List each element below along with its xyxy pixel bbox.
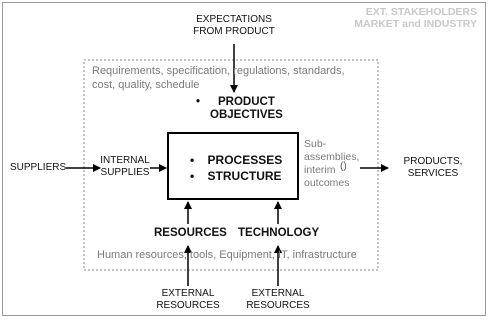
processes-label: PROCESSES (207, 153, 283, 167)
product-objectives-line2: OBJECTIVES (210, 109, 283, 121)
ext-resources-right-label (240, 288, 316, 312)
products-label (398, 156, 468, 180)
structure-bullet: • (190, 169, 195, 183)
product-objectives-line1: PRODUCT (217, 96, 275, 108)
requirements-text (92, 64, 345, 92)
outcomes-line2: assemblies, (304, 151, 360, 163)
products-line2: SERVICES (407, 168, 459, 179)
outcomes-line1: Sub- (304, 138, 327, 150)
ext-resources-left-line1: EXTERNAL (161, 288, 215, 299)
stakeholders-label (345, 6, 477, 30)
core-items (190, 152, 282, 184)
technology-label: TECHNOLOGY (238, 227, 320, 239)
internal-supplies-line1: INTERNAL (100, 155, 150, 166)
resources-label: RESOURCES (154, 227, 227, 239)
outcomes-mark: () (340, 161, 347, 172)
outcomes-text (304, 138, 359, 190)
outcomes-line3: interim (304, 164, 336, 176)
suppliers-label: SUPPLIERS (10, 162, 67, 173)
internal-supplies-line2: SUPPLIES (100, 167, 150, 178)
processes-bullet: • (190, 153, 195, 167)
expectations-line1: EXPECTATIONS (196, 14, 272, 25)
ext-resources-right-line1: EXTERNAL (251, 288, 305, 299)
stakeholders-line2: MARKET and INDUSTRY (354, 18, 477, 30)
structure-label: STRUCTURE (207, 169, 282, 183)
requirements-line2: cost, quality, schedule (92, 79, 200, 91)
requirements-line1: Requirements, specification, regulations, standards, (92, 65, 345, 77)
ext-resources-left-line2: RESOURCES (156, 300, 220, 311)
ext-resources-left-label (150, 288, 226, 312)
product-objectives (196, 96, 283, 122)
ext-resources-right-line2: RESOURCES (246, 300, 310, 311)
outcomes-line4: outcomes (304, 177, 350, 189)
products-line1: PRODUCTS, (403, 156, 463, 167)
internal-supplies-label (100, 155, 150, 179)
product-objectives-bullet: • (196, 96, 201, 108)
expectations-line2: FROM PRODUCT (193, 26, 275, 37)
infrastructure-text: Human resources, tools, Equipment, IT, infrastructure (97, 249, 357, 261)
expectations-label (178, 14, 290, 38)
stakeholders-line1: EXT. STAKEHOLDERS (365, 6, 477, 18)
